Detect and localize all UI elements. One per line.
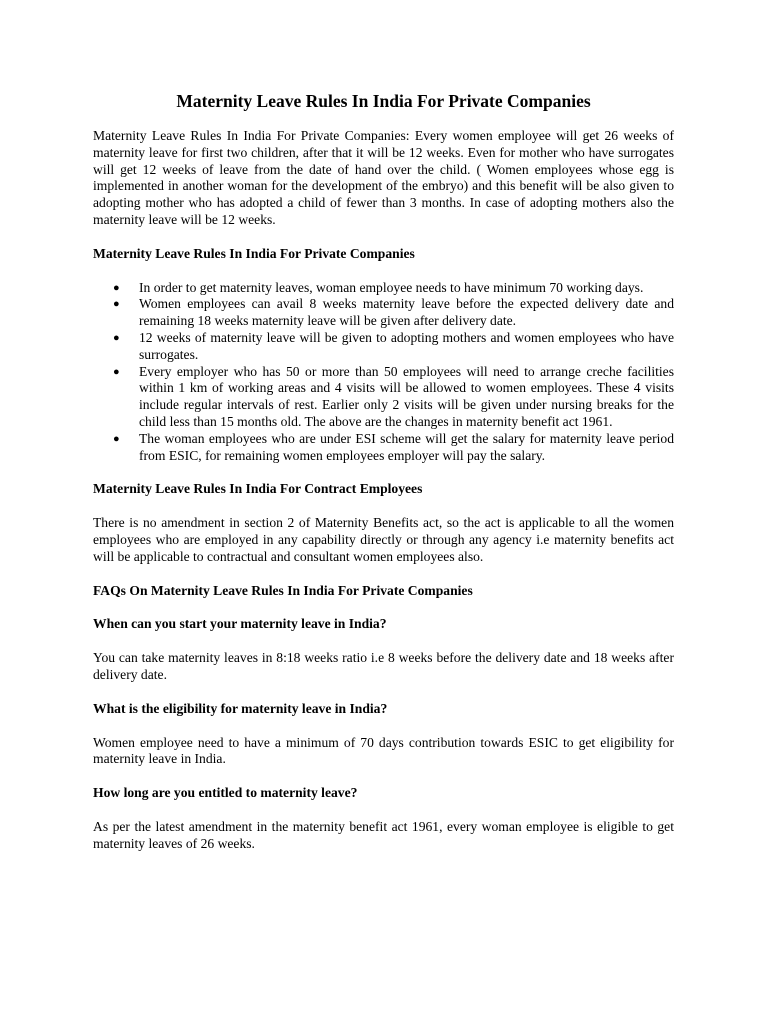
- list-item-text: In order to get maternity leaves, woman employee needs to have minimum 70 working days.: [139, 279, 644, 295]
- intro-paragraph: Maternity Leave Rules In India For Private Companies: Every women employee will get 26 weeks of maternity leave for first two children, after that it will be 12 weeks. Even for mother who have surrogates will get 12 weeks of leave from the date of hand over the child. ( Women employees whose egg is implemented in another woman for the development of the embryo) and this benefit will be also given to adopting mother who has adopted a child of fewer than 3 months. In case of adopting mothers also the maternity leave will be 12 weeks.: [93, 128, 674, 227]
- list-item-text: 12 weeks of maternity leave will be given to adopting mothers and women employees who have surrogates.: [139, 329, 674, 362]
- faq-answer: As per the latest amendment in the maternity benefit act 1961, every woman employee is eligible to get maternity leaves of 26 weeks.: [93, 818, 674, 851]
- faq-question: When can you start your maternity leave in India?: [93, 616, 387, 632]
- bullet-icon: ●: [113, 298, 120, 311]
- section-heading-private-companies: Maternity Leave Rules In India For Private Companies: [93, 245, 415, 261]
- list-item-text: The woman employees who are under ESI scheme will get the salary for maternity leave period from ESIC, for remaining women employees employer will pay the salary.: [139, 430, 674, 463]
- bullet-icon: ●: [113, 331, 120, 344]
- bullet-icon: ●: [113, 365, 120, 378]
- section-heading-contract-employees: Maternity Leave Rules In India For Contract Employees: [93, 481, 423, 497]
- bullet-icon: ●: [113, 432, 120, 445]
- list-item-text: Women employees can avail 8 weeks maternity leave before the expected delivery date and remaining 18 weeks maternity leave will be given after delivery date.: [139, 296, 674, 329]
- list-item: [93, 280, 674, 297]
- faq-heading: FAQs On Maternity Leave Rules In India For Private Companies: [93, 582, 473, 598]
- list-item-text: Every employer who has 50 or more than 50 employees will need to arrange creche facilities within 1 km of working areas and 4 visits will be allowed to women employees. These 4 visits include regular intervals of rest. Earlier only 2 visits will be given under nursing breaks for the child less than 15 months old. The above are the changes in maternity benefit act 1961.: [139, 363, 674, 429]
- list-item: [93, 330, 674, 364]
- faq-answer: Women employee need to have a minimum of 70 days contribution towards ESIC to get eligibility for maternity leave in India.: [93, 734, 674, 767]
- faq-question: What is the eligibility for maternity leave in India?: [93, 700, 388, 716]
- list-item: [93, 296, 674, 330]
- rules-bullet-list: [93, 280, 674, 465]
- bullet-icon: ●: [113, 281, 120, 294]
- list-item: [93, 364, 674, 431]
- list-item: [93, 431, 674, 465]
- contract-employees-paragraph: There is no amendment in section 2 of Maternity Benefits act, so the act is applicable to all the women employees who are employed in any capability directly or through any agency i.e maternity benefits act will be applicable to contractual and consultant women employees also.: [93, 515, 674, 564]
- document-page: [93, 86, 674, 870]
- faq-question: How long are you entitled to maternity leave?: [93, 785, 358, 801]
- document-title: Maternity Leave Rules In India For Private Companies: [176, 91, 591, 111]
- faq-answer: You can take maternity leaves in 8:18 weeks ratio i.e 8 weeks before the delivery date and 18 weeks after delivery date.: [93, 650, 674, 682]
